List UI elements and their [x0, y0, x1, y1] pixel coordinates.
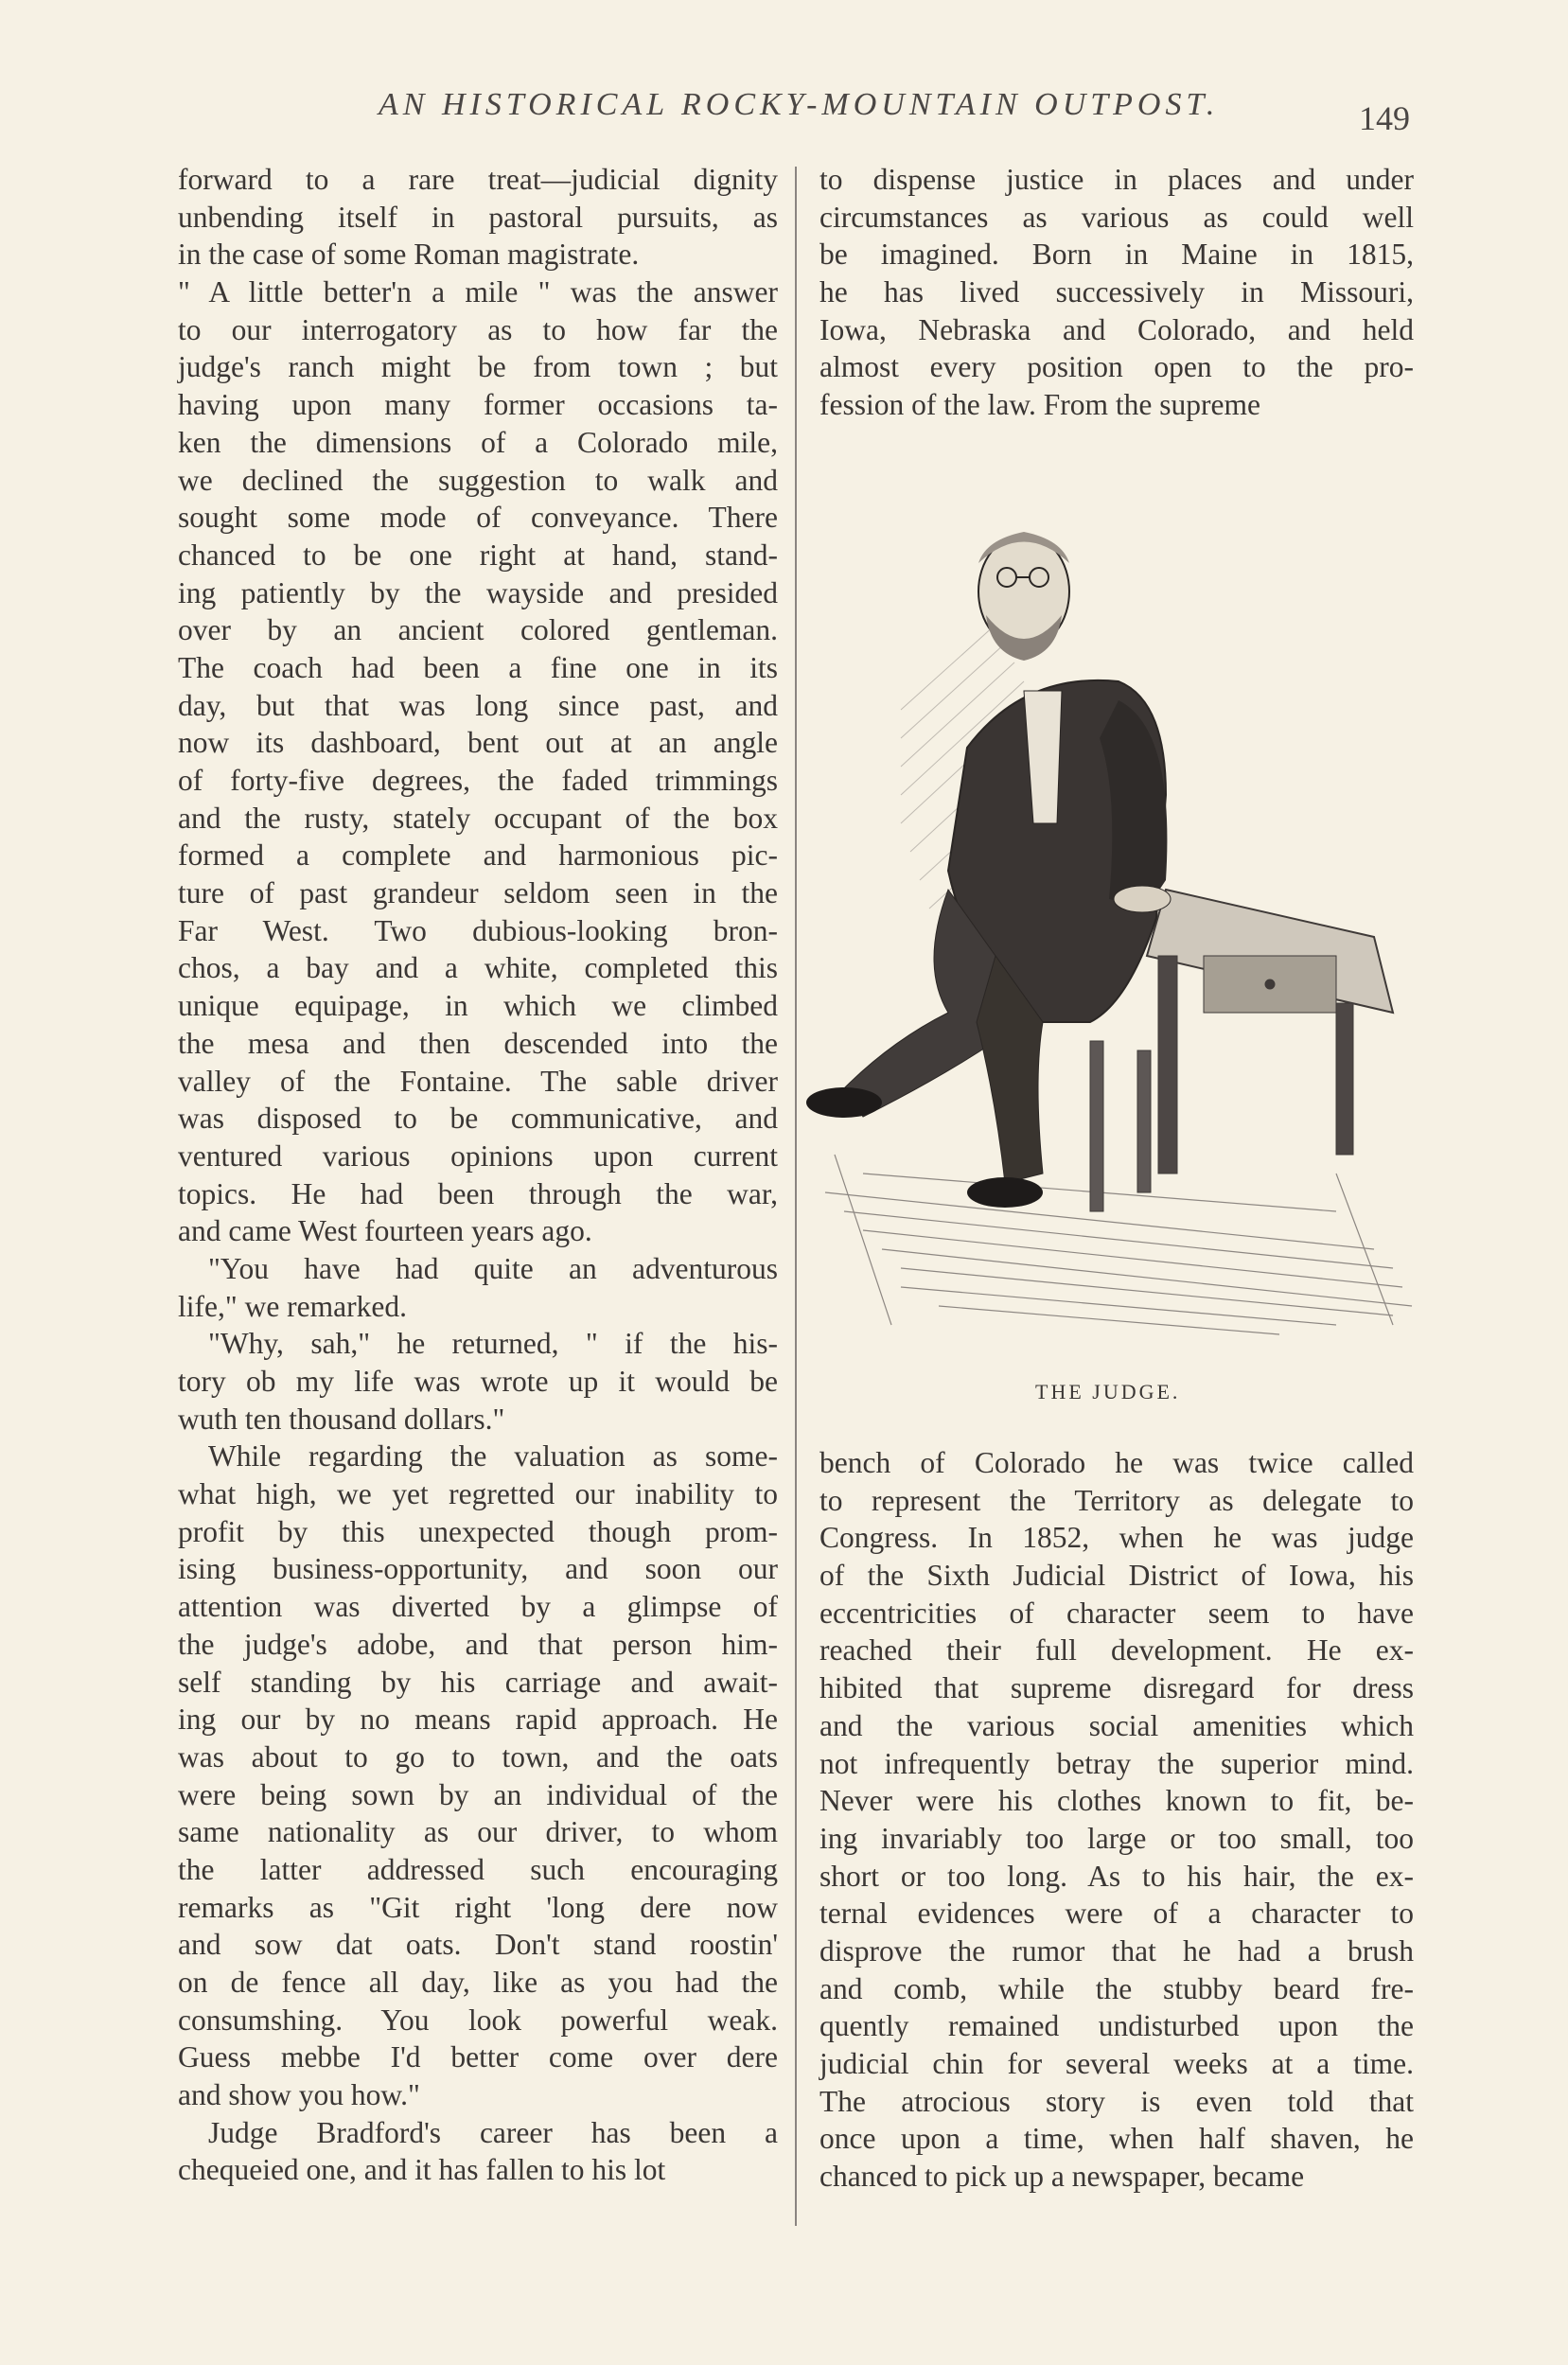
text-line: profit by this unexpected though prom-: [178, 1514, 778, 1548]
text-line: the latter addressed such encouraging: [178, 1852, 778, 1886]
text-line: While regarding the valuation as some-: [208, 1439, 778, 1474]
text-line: "You have had quite an adventurous: [208, 1251, 778, 1285]
text-line: unique equipage, in which we climbed: [178, 989, 778, 1023]
text-line: consumshing. You look powerful weak.: [178, 2003, 778, 2037]
text-line: sought some mode of conveyance. There: [178, 501, 778, 535]
text-line: forward to a rare treat—judicial dignity: [178, 163, 778, 196]
text-line: bench of Colorado he was twice called: [819, 1446, 1414, 1479]
text-line: life," we remarked.: [178, 1289, 407, 1323]
text-line: Congress. In 1852, when he was judge: [819, 1521, 1414, 1555]
text-line: and comb, while the stubby beard fre-: [819, 1971, 1414, 2005]
judge-illustration: [806, 511, 1421, 1363]
text-line: The atrocious story is even told that: [819, 2084, 1414, 2118]
text-line: Far West. Two dubious-looking bron-: [178, 913, 778, 947]
text-line: wuth ten thousand dollars.": [178, 1402, 505, 1436]
text-line: now its dashboard, bent out at an angle: [178, 726, 778, 760]
text-line: ternal evidences were of a character to: [819, 1897, 1414, 1931]
text-line: once upon a time, when half shaven, he: [819, 2122, 1414, 2156]
text-line: be imagined. Born in Maine in 1815,: [819, 238, 1414, 272]
text-line: Iowa, Nebraska and Colorado, and held: [819, 312, 1414, 346]
text-line: chanced to pick up a newspaper, became: [819, 2160, 1305, 2194]
text-line: day, but that was long since past, and: [178, 688, 778, 722]
text-line: on de fence all day, like as you had the: [178, 1966, 778, 1999]
text-line: in the case of some Roman magistrate.: [178, 238, 640, 272]
text-line: ing patiently by the wayside and presided: [178, 575, 778, 609]
text-line: of the Sixth Judicial District of Iowa, his: [819, 1559, 1414, 1593]
text-line: judge's ranch might be from town ; but: [178, 350, 778, 384]
text-line: and the various social amenities which: [819, 1708, 1414, 1742]
text-line: Guess mebbe I'd better come over dere: [178, 2040, 778, 2074]
text-line: attention was diverted by a glimpse of: [178, 1590, 778, 1624]
text-line: chanced to be one right at hand, stand-: [178, 538, 778, 572]
text-line: same nationality as our driver, to whom: [178, 1815, 778, 1849]
text-line: and show you how.": [178, 2078, 420, 2112]
text-line: tory ob my life was wrote up it would be: [178, 1365, 778, 1398]
text-line: to represent the Territory as delegate to: [819, 1483, 1414, 1517]
text-line: reached their full development. He ex-: [819, 1633, 1414, 1668]
text-line: he has lived successively in Missouri,: [819, 275, 1414, 309]
text-line: judicial chin for several weeks at a time.: [819, 2047, 1414, 2080]
text-line: almost every position open to the pro-: [819, 350, 1414, 384]
text-line: ing invariably too large or too small, too: [819, 1821, 1414, 1855]
text-line: not infrequently betray the superior mind.: [819, 1746, 1414, 1780]
text-line: the mesa and then descended into the: [178, 1026, 778, 1060]
text-line: chos, a bay and a white, completed this: [178, 951, 778, 985]
right-column-bottom-text: [819, 1444, 1414, 2196]
text-line: " A little better'n a mile " was the answer: [178, 275, 778, 309]
text-line: "Why, sah," he returned, " if the his-: [208, 1327, 778, 1361]
text-line: short or too long. As to his hair, the ex-: [819, 1859, 1414, 1893]
text-line: to dispense justice in places and under: [819, 163, 1414, 196]
text-line: over by an ancient colored gentleman.: [178, 613, 778, 647]
text-line: valley of the Fontaine. The sable driver: [178, 1064, 778, 1098]
page-number: 149: [1359, 99, 1410, 137]
running-head: AN HISTORICAL ROCKY-MOUNTAIN OUTPOST.: [379, 87, 1220, 122]
text-line: hibited that supreme disregard for dress: [819, 1671, 1414, 1705]
text-line: The coach had been a fine one in its: [178, 650, 778, 684]
text-line: ing our by no means rapid approach. He: [178, 1703, 778, 1737]
text-line: of forty-five degrees, the faded trimmings: [178, 764, 778, 797]
text-line: the judge's adobe, and that person him-: [178, 1627, 778, 1661]
text-line: we declined the suggestion to walk and: [178, 463, 778, 497]
text-line: disprove the rumor that he had a brush: [819, 1933, 1414, 1968]
text-line: what high, we yet regretted our inability to: [178, 1477, 778, 1511]
text-line: Judge Bradford's career has been a: [208, 2115, 778, 2149]
text-line: unbending itself in pastoral pursuits, as: [178, 200, 778, 234]
text-line: remarks as "Git right 'long dere now: [178, 1890, 778, 1924]
text-line: ture of past grandeur seldom seen in the: [178, 876, 778, 910]
text-line: was about to go to town, and the oats: [178, 1739, 778, 1774]
text-line: and came West fourteen years ago.: [178, 1214, 592, 1248]
text-line: eccentricities of character seem to have: [819, 1596, 1414, 1630]
text-line: was disposed to be communicative, and: [178, 1102, 778, 1136]
text-line: ventured various opinions upon current: [178, 1138, 778, 1173]
right-column-top-text: [819, 161, 1414, 424]
text-line: to our interrogatory as to how far the: [178, 312, 778, 346]
text-line: Never were his clothes known to fit, be-: [819, 1784, 1414, 1818]
text-line: having upon many former occasions ta-: [178, 388, 778, 422]
text-line: quently remained undisturbed upon the: [819, 2009, 1414, 2043]
text-line: and sow dat oats. Don't stand roostin': [178, 1928, 778, 1962]
figure-caption: THE JUDGE.: [1035, 1380, 1181, 1403]
text-line: ken the dimensions of a Colorado mile,: [178, 425, 778, 459]
text-line: topics. He had been through the war,: [178, 1176, 778, 1210]
left-column-text: [178, 161, 778, 2189]
column-rule: [795, 167, 797, 2226]
text-line: circumstances as various as could well: [819, 200, 1414, 234]
text-line: fession of the law. From the supreme: [819, 388, 1260, 422]
text-line: and the rusty, stately occupant of the box: [178, 801, 778, 835]
text-line: formed a complete and harmonious pic-: [178, 838, 778, 873]
text-line: chequeied one, and it has fallen to his lot: [178, 2153, 666, 2187]
text-line: ising business-opportunity, and soon our: [178, 1552, 778, 1586]
text-line: self standing by his carriage and await-: [178, 1665, 778, 1699]
text-line: were being sown by an individual of the: [178, 1777, 778, 1811]
